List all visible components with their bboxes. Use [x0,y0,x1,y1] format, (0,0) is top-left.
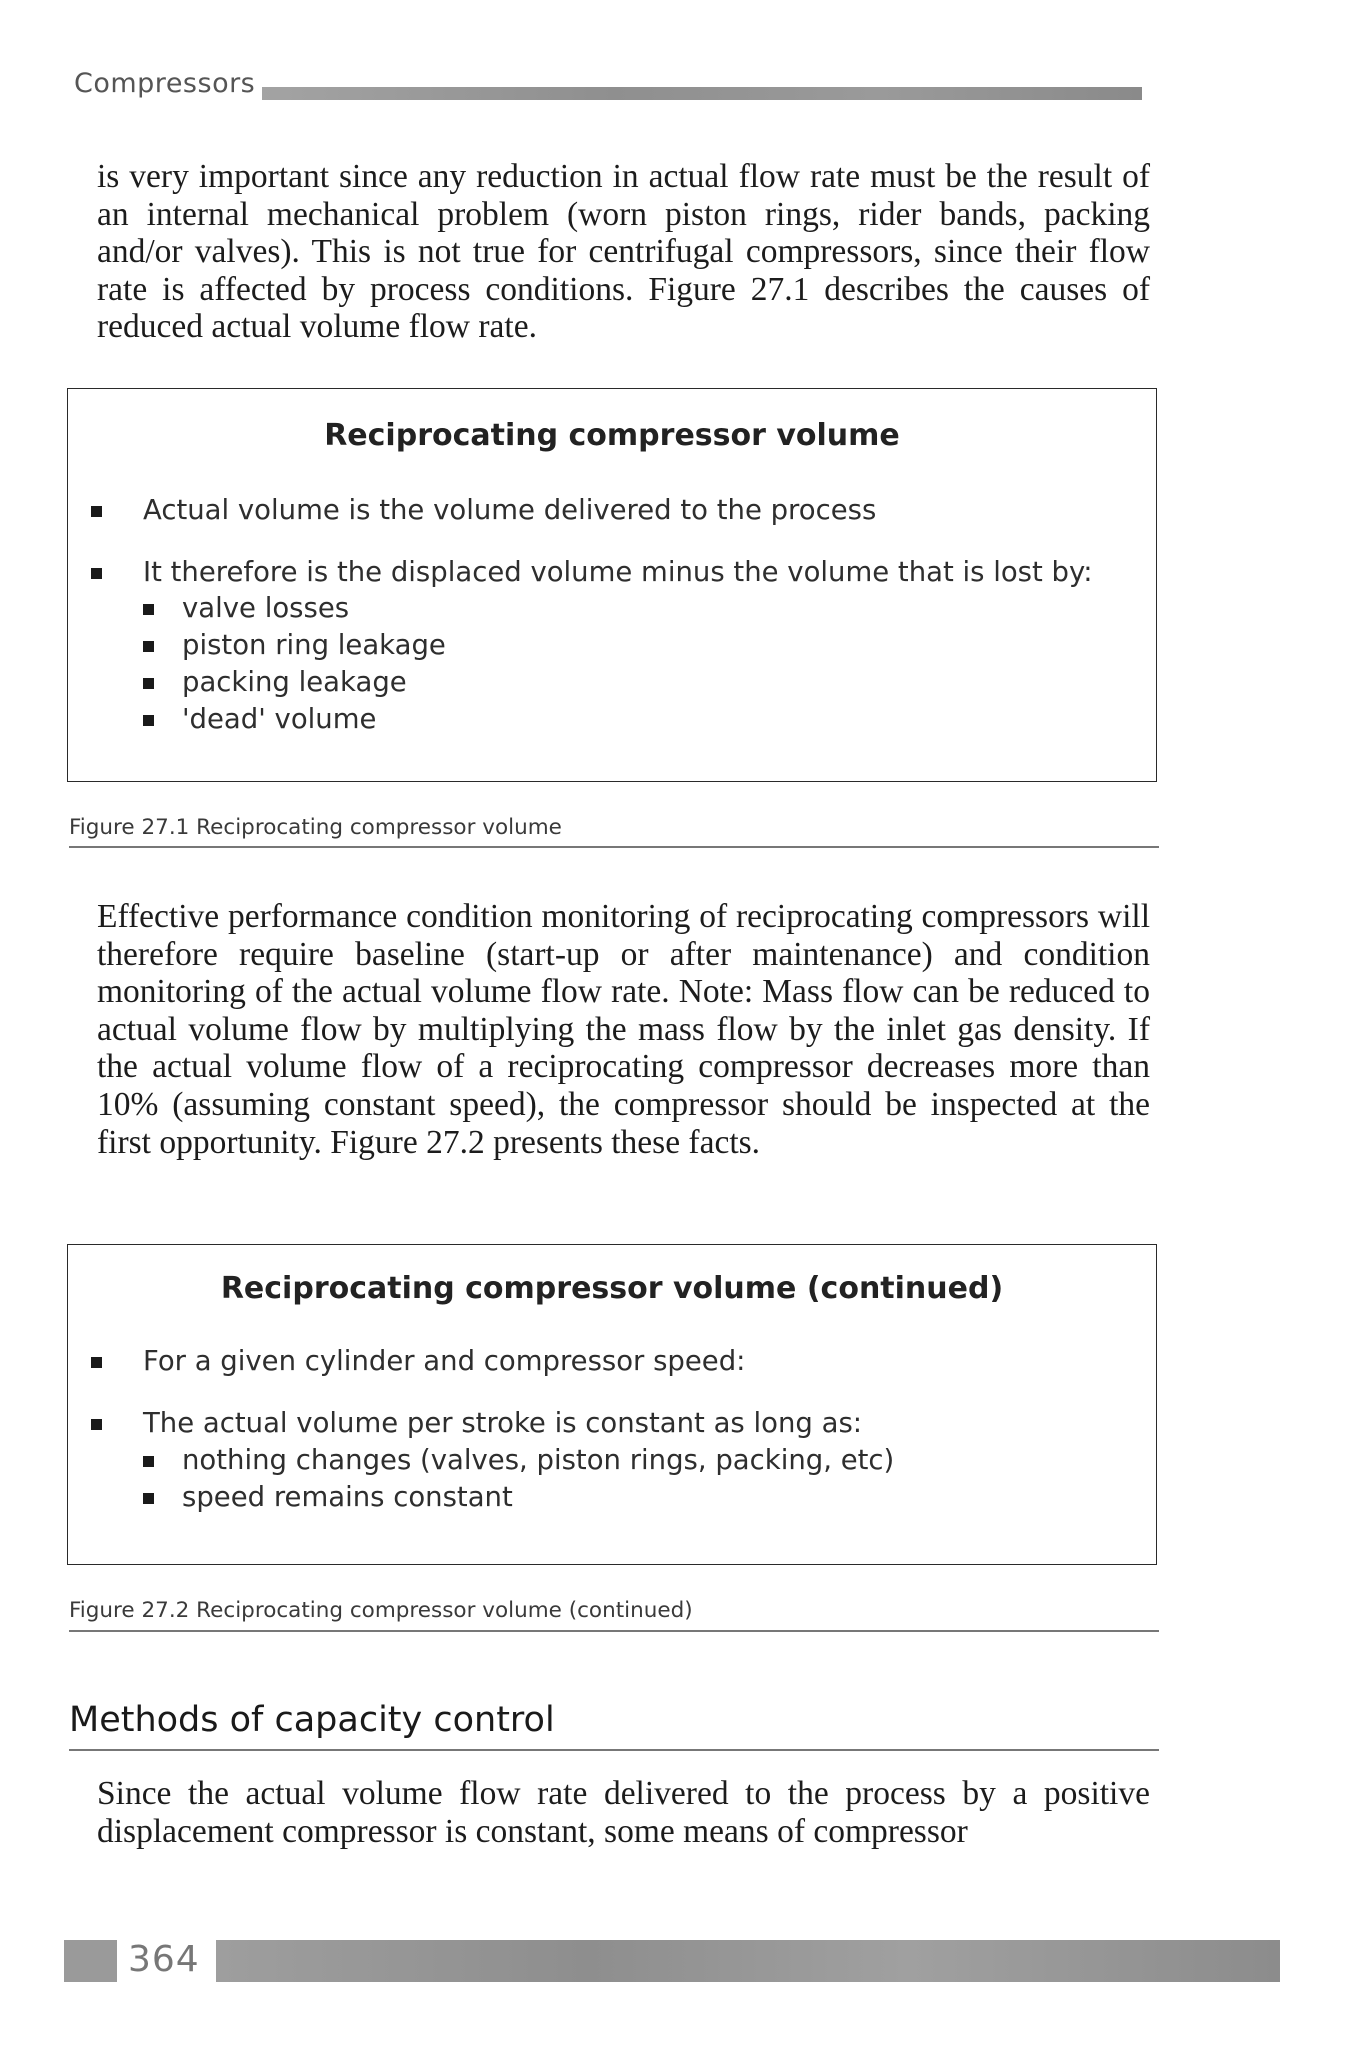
figure-2-subitem: speed remains constant [182,1481,513,1513]
figure-27-1-box [67,388,1157,782]
bullet-icon [143,715,154,726]
body-paragraph-2: Effective performance condition monitoring of reciprocating compressors will therefore require baseline (start-up or after maintenance) and condition monitoring of the actual volume flow rate. Note: Mass flow can be reduced to actual volume flow by multiplying the mass flow by the inlet gas density. If the actual volume flow of a reciprocating compressor decreases more than 10% (assuming constant speed), the compressor should be inspected at the first opportunity. Figure 27.2 presents these facts. [97,898,1150,1161]
heading-rule [69,1749,1159,1751]
footer-block [64,1940,117,1982]
figure-1-item: Actual volume is the volume delivered to the process [143,494,877,526]
figure-1-subitem: packing leakage [182,666,407,698]
section-heading: Methods of capacity control [69,1700,555,1740]
figure-1-subitem: 'dead' volume [182,703,377,735]
figure-1-subitem: valve losses [182,592,350,624]
figure-2-item: The actual volume per stroke is constant as long as: [143,1407,863,1439]
bullet-icon [143,1493,154,1504]
bullet-icon [91,1419,102,1430]
figure-1-caption: Figure 27.1 Reciprocating compressor volume [69,815,562,840]
figure-1-subitem: piston ring leakage [182,629,446,661]
running-header-title: Compressors [74,68,256,99]
figure-27-2-box [67,1244,1157,1565]
figure-2-title: Reciprocating compressor volume (continued) [220,1271,1004,1306]
figure-1-title: Reciprocating compressor volume [324,418,900,453]
figure-2-subitem: nothing changes (valves, piston rings, packing, etc) [182,1444,895,1476]
header-decorative-bar [262,87,1142,100]
body-paragraph-1: is very important since any reduction in actual flow rate must be the result of an internal mechanical problem (worn piston rings, rider bands, packing and/or valves). This is not true for centrifugal compressors, since their flow rate is affected by process conditions. Figure 27.1 describes the causes of reduced actual volume flow rate. [97,158,1150,346]
bullet-icon [143,641,154,652]
bullet-icon [143,1456,154,1467]
footer-decorative-bar [216,1940,1280,1982]
caption-rule [69,1630,1159,1632]
caption-rule [69,846,1159,848]
bullet-icon [143,678,154,689]
bullet-icon [91,1357,102,1368]
figure-1-item: It therefore is the displaced volume minus the volume that is lost by: [143,556,1093,588]
bullet-icon [91,506,102,517]
bullet-icon [91,568,102,579]
figure-2-item: For a given cylinder and compressor speed: [143,1345,746,1377]
page-number: 364 [128,1939,200,1980]
figure-2-caption: Figure 27.2 Reciprocating compressor volume (continued) [69,1598,693,1623]
body-paragraph-3: Since the actual volume flow rate delivered to the process by a positive displacement compressor is constant, some means of compressor [97,1775,1150,1850]
bullet-icon [143,604,154,615]
